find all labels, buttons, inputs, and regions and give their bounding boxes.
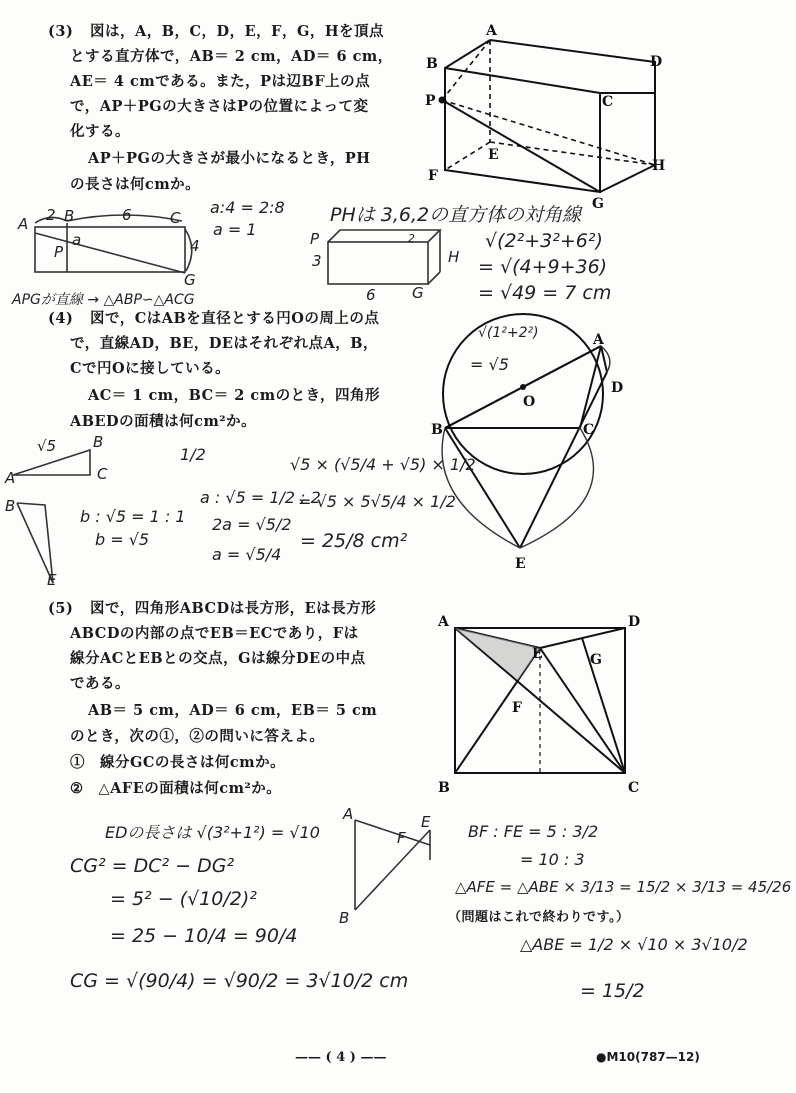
sk4-a: A <box>5 469 16 487</box>
q4-work-q3: a = √5/4 <box>212 545 282 564</box>
q5-line-7: ① 線分GCの長さは何cmか。 <box>70 754 286 771</box>
q4-number: (4) <box>48 310 74 327</box>
sk5-b: B <box>339 909 350 927</box>
q5-work-bf1: BF : FE = 5 : 3/2 <box>468 822 599 841</box>
fig4-label-d: D <box>611 380 624 396</box>
sk3b-3: 3 <box>312 252 322 270</box>
sk3-a: A <box>18 215 29 233</box>
sk3-2: 2 <box>46 206 56 224</box>
q4-work-q2: 2a = √5/2 <box>212 515 292 534</box>
q4-work-q1: a : √5 = 1/2 : 2 <box>200 488 321 507</box>
q4-work-m3: = 25/8 cm² <box>300 530 408 552</box>
fig5-label-e: E <box>532 646 543 662</box>
q4-work-f2: = √5 <box>470 355 509 374</box>
sk4-e: E <box>47 571 57 589</box>
end-note: （問題はこれで終わりです。） <box>448 910 630 925</box>
q5-line-5: AB＝ 5 cm，AD＝ 6 cm，EB＝ 5 cm <box>88 702 378 719</box>
fig4-label-e: E <box>515 556 526 572</box>
q5-similar-sketch <box>335 805 445 925</box>
sk3-p: P <box>54 243 64 261</box>
q3-work-ratio2: a = 1 <box>213 220 257 239</box>
sk5-e: E <box>421 813 431 831</box>
q4-line-5: ABEDの面積は何cm²か。 <box>70 413 257 430</box>
q3-unfolded-sketch <box>10 205 210 289</box>
q4-line-3: Cで円Oに接している。 <box>70 360 231 377</box>
exam-code: ●M10(787—12) <box>596 1050 700 1064</box>
fig3-label-e: E <box>488 147 499 163</box>
fig4-label-a: A <box>593 332 604 348</box>
q4-work-half: 1/2 <box>180 445 206 464</box>
sk4-b2: B <box>5 497 16 515</box>
q4-work-m1: √5 × (√5/4 + √5) × 1/2 <box>290 455 476 474</box>
q5-work-cg3: = 25 − 10/4 = 90/4 <box>110 925 298 947</box>
page-number: —— ( 4 ) —— <box>295 1050 387 1065</box>
fig4-label-c: C <box>583 422 595 438</box>
q5-work-afe: △AFE = △ABE × 3/13 = 15/2 × 3/13 = 45/26 <box>455 878 792 896</box>
q5-line-6: のとき，次の①，②の問いに答えよ。 <box>70 728 325 745</box>
fig5-label-g: G <box>590 652 602 668</box>
q5-work-cg2: = 5² − (√10/2)² <box>110 888 257 910</box>
q4-work-f1: √(1²+2²) <box>478 325 539 341</box>
q3-work-calc2: = √(4+9+36) <box>478 256 608 278</box>
q3-line-5: 化する。 <box>70 123 130 140</box>
q3-cuboid-figure <box>420 20 680 210</box>
fig3-label-h: H <box>652 158 666 174</box>
q3-work-ratio1: a:4 = 2:8 <box>210 198 285 217</box>
sk3b-h: H <box>448 248 460 266</box>
q5-work-abe2: = 15/2 <box>580 980 645 1002</box>
q5-work-cg4: CG = √(90/4) = √90/2 = 3√10/2 cm <box>70 970 409 992</box>
sk4-b: B <box>93 433 104 451</box>
sk3b-p: P <box>310 230 320 248</box>
q4-line-2: で，直線AD，BE，DEはそれぞれ点A，B， <box>70 335 378 352</box>
sk3-c: C <box>170 209 181 227</box>
q4-work-r1: b : √5 = 1 : 1 <box>80 507 186 526</box>
q4-work-r2: b = √5 <box>95 530 150 549</box>
fig4-label-o: O <box>523 394 536 410</box>
sk3-g: G <box>184 271 196 289</box>
q4-circle-figure <box>431 310 635 575</box>
fig3-label-f: F <box>428 168 438 184</box>
sk3-4: 4 <box>190 237 200 255</box>
q5-work-bf2: = 10 : 3 <box>520 850 585 869</box>
q5-work-abe1: △ABE = 1/2 × √10 × 3√10/2 <box>520 935 748 954</box>
q5-rectangle-figure <box>430 600 650 810</box>
fig3-label-g: G <box>592 196 604 212</box>
fig5-label-f: F <box>512 700 522 716</box>
q3-work-similar: APGが直線 → △ABP∽△ACG <box>12 292 195 308</box>
q4-line-1: 図で，CはABを直径とする円Oの周上の点 <box>90 310 380 327</box>
fig3-label-d: D <box>650 54 663 70</box>
q3-line-1: 図は，A，B，C，D，E，F，G，Hを頂点 <box>90 23 385 40</box>
q3-line-4: で，AP＋PGの大きさはPの位置によって変 <box>70 98 369 115</box>
sk5-a: A <box>343 805 354 823</box>
sk3-b: B <box>64 207 75 225</box>
q5-line-1: 図で，四角形ABCDは長方形，Eは長方形 <box>90 600 377 617</box>
q3-work-calc1: √(2²+3²+6²) <box>485 230 603 252</box>
q3-line-2: とする直方体で，AB＝ 2 cm，AD＝ 6 cm， <box>70 48 393 65</box>
q3-work-note: PHは 3,6,2の直方体の対角線 <box>330 204 582 226</box>
sk3b-g: G <box>412 284 424 302</box>
sk5-f: F <box>397 829 406 847</box>
fig3-label-b: B <box>426 56 438 72</box>
sk3-6: 6 <box>122 206 132 224</box>
fig3-label-a: A <box>486 23 497 39</box>
q3-line-6: AP＋PGの大きさが最小になるとき，PH <box>88 150 371 167</box>
sk3b-6: 6 <box>366 286 376 304</box>
fig3-label-c: C <box>602 94 614 110</box>
sk4-c: C <box>97 465 108 483</box>
q4-line-4: AC＝ 1 cm，BC＝ 2 cmのとき，四角形 <box>88 387 380 404</box>
sk3-a2: a <box>72 231 82 249</box>
fig5-label-a: A <box>438 614 449 630</box>
fig5-label-d: D <box>628 614 641 630</box>
q3-line-3: AE＝ 4 cmである。また，Pは辺BF上の点 <box>70 73 371 90</box>
fig4-label-b: B <box>431 422 443 438</box>
q5-line-4: である。 <box>70 675 130 692</box>
q5-line-2: ABCDの内部の点でEB＝ECであり，Fは <box>70 625 359 642</box>
q4-work-m2: = √5 × 5√5/4 × 1/2 <box>298 492 456 511</box>
fig3-label-p: P <box>425 93 436 109</box>
q3-line-7: の長さは何cmか。 <box>70 176 201 193</box>
q3-box-sketch <box>300 222 460 302</box>
sk3b-2: 2 <box>408 232 415 245</box>
q5-work-ed: EDの長さは √(3²+1²) = √10 <box>105 823 320 842</box>
fig5-label-b: B <box>438 780 450 796</box>
sk4-sqrt5: √5 <box>37 437 57 455</box>
q3-number: (3) <box>48 23 74 40</box>
fig5-label-c: C <box>628 780 640 796</box>
q5-line-3: 線分ACとEBとの交点，Gは線分DEの中点 <box>70 650 366 667</box>
q5-number: (5) <box>48 600 74 617</box>
q3-work-calc3: = √49 = 7 cm <box>478 282 612 304</box>
q5-work-cg1: CG² = DC² − DG² <box>70 855 235 877</box>
q5-line-8: ② △AFEの面積は何cm²か。 <box>70 780 282 797</box>
